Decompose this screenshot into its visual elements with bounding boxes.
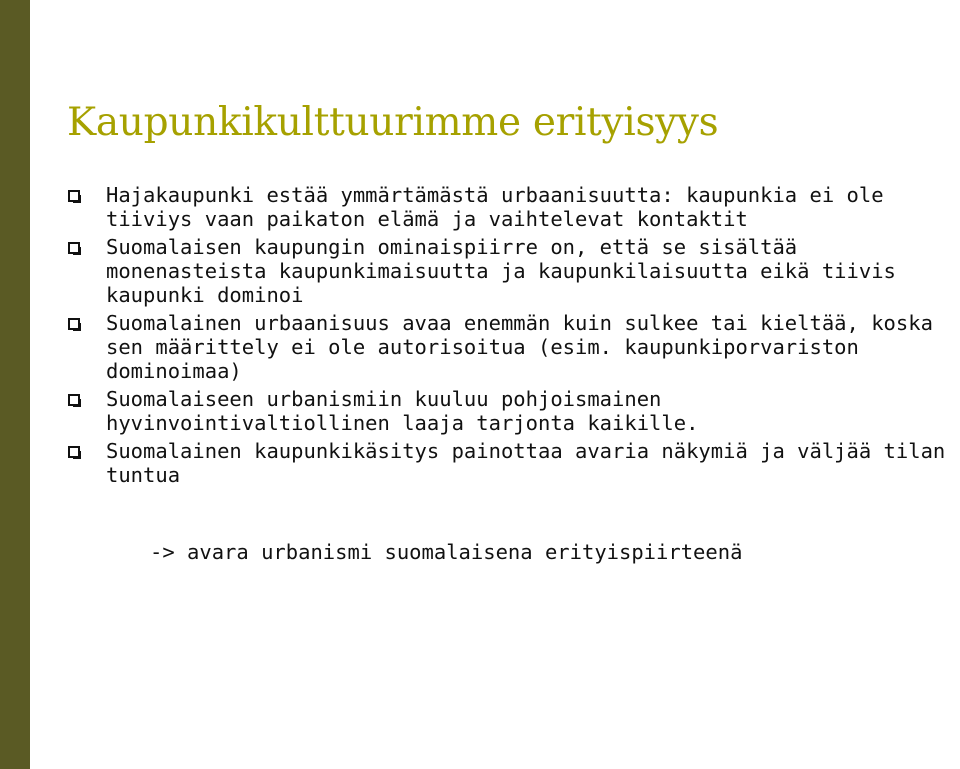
hollow-square-bullet-icon (68, 242, 80, 254)
bullet-item (68, 311, 948, 383)
bullet-item (68, 387, 948, 435)
bullet-text: Hajakaupunki estää ymmärtämästä urbaanisuutta: kaupunkia ei ole tiiviys vaan paikaton elämä ja vaihtelevat kontaktit (106, 183, 884, 231)
left-accent-bar (0, 0, 30, 769)
hollow-square-bullet-icon (68, 446, 80, 458)
hollow-square-bullet-icon (68, 318, 80, 330)
bullet-item (68, 183, 948, 231)
bullet-text: Suomalaiseen urbanismiin kuuluu pohjoismainen hyvinvointivaltiollinen laaja tarjonta kaikille. (106, 387, 699, 435)
bullet-text: Suomalainen urbaanisuus avaa enemmän kuin sulkee tai kieltää, koska sen määrittely ei ole autorisoitua (esim. kaupunkiporvariston dominoimaa) (106, 311, 933, 383)
bullet-item (68, 439, 948, 487)
conclusion-text: -> avara urbanismi suomalaisena erityispiirteenä (150, 540, 743, 564)
slide-title: Kaupunkikulttuurimme erityisyys (67, 100, 719, 145)
bullet-text: Suomalainen kaupunkikäsitys painottaa avaria näkymiä ja väljää tilan tuntua (106, 439, 946, 487)
bullet-list (68, 183, 948, 491)
hollow-square-bullet-icon (68, 190, 80, 202)
bullet-item (68, 235, 948, 307)
hollow-square-bullet-icon (68, 394, 80, 406)
bullet-text: Suomalaisen kaupungin ominaispiirre on, että se sisältää monenasteista kaupunkimaisuutta ja kaupunkilaisuutta eikä tiivis kaupunki dominoi (106, 235, 896, 307)
